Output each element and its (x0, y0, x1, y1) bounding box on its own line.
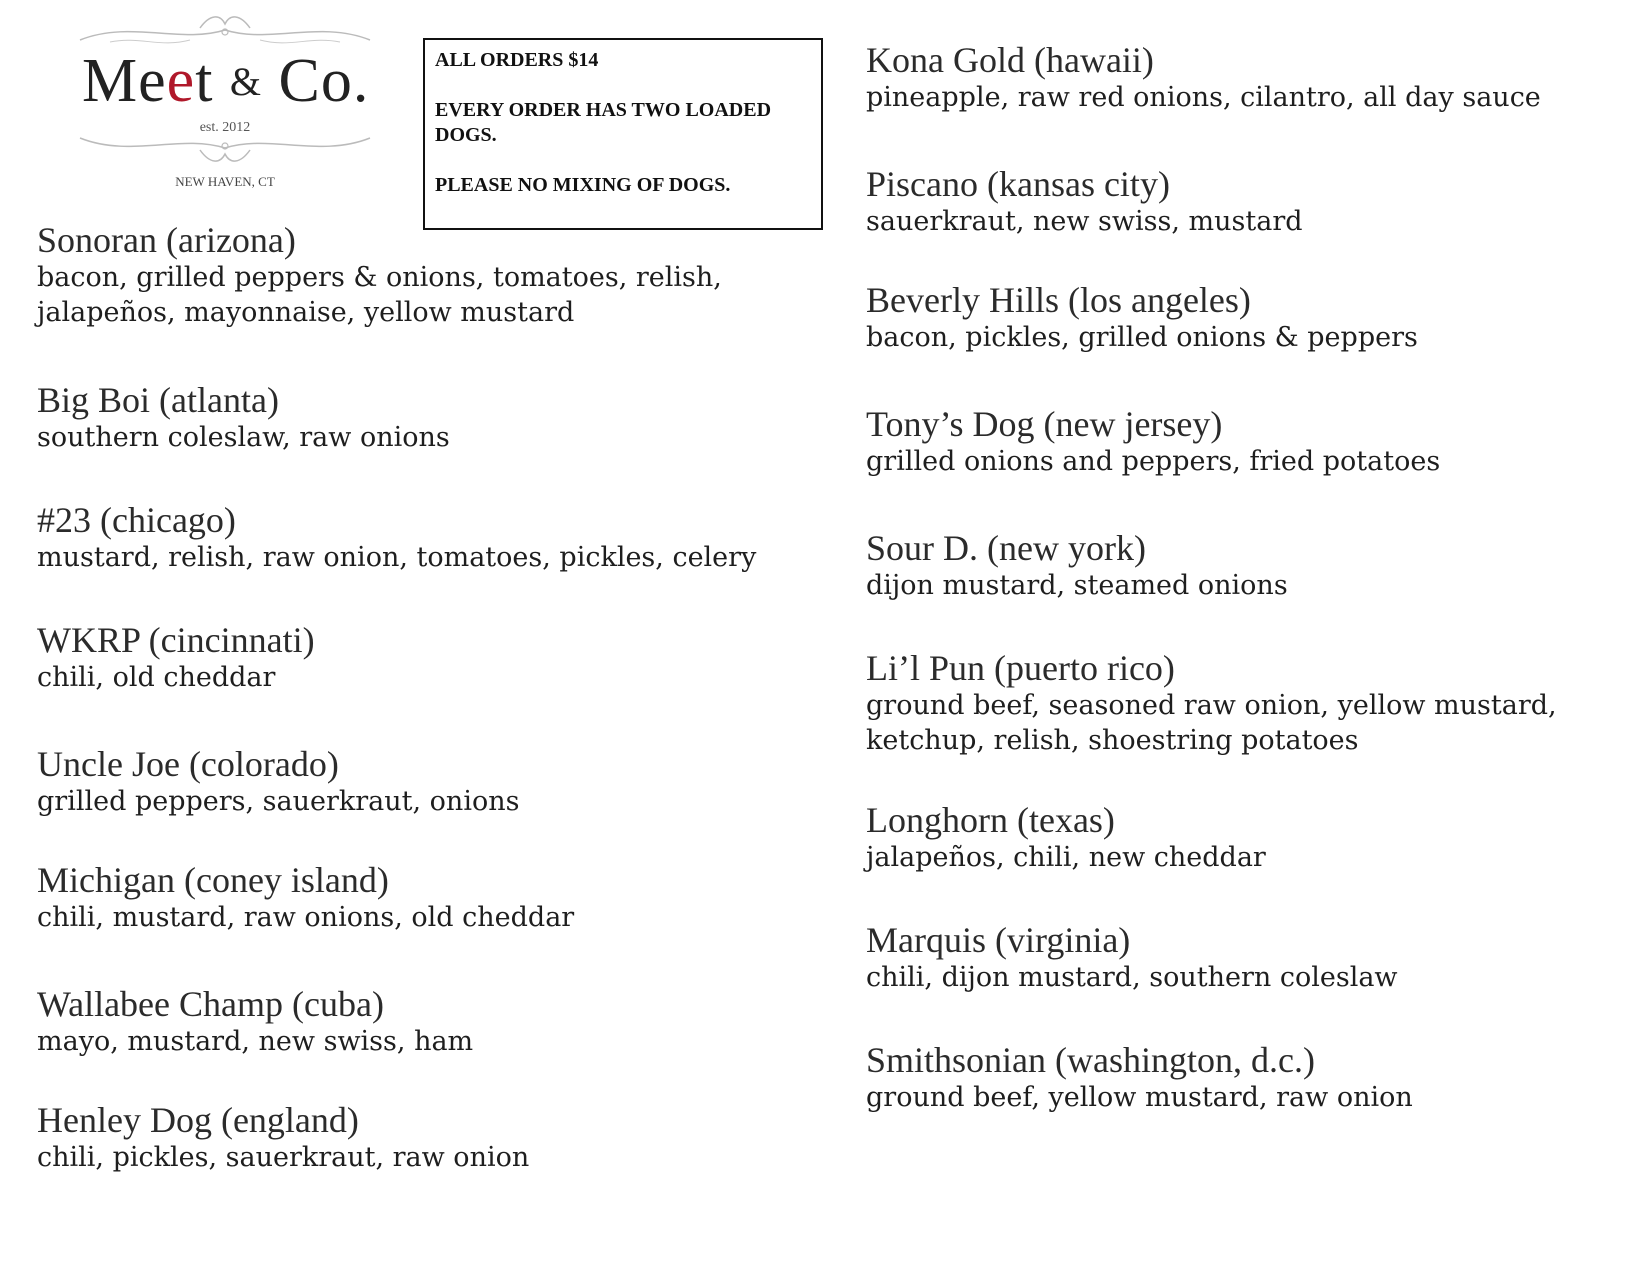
menu-item (37, 500, 817, 575)
bottom-flourish-icon (70, 126, 380, 166)
menu-item-toppings: chili, mustard, raw onions, old cheddar (37, 902, 575, 933)
menu-item-toppings: mustard, relish, raw onion, tomatoes, pickles, celery (37, 542, 757, 573)
menu-item-name: Beverly Hills (los angeles) (866, 280, 1251, 320)
brand-wordmark: Meet & Co. (82, 47, 370, 115)
menu-item-name: Longhorn (texas) (866, 800, 1115, 840)
menu-item-toppings: chili, old cheddar (37, 662, 276, 693)
menu-item (866, 800, 1626, 875)
menu-item-name: Smithsonian (washington, d.c.) (866, 1040, 1315, 1080)
menu-item (866, 1040, 1626, 1115)
menu-item-toppings: grilled peppers, sauerkraut, onions (37, 786, 520, 817)
menu-item-toppings: sauerkraut, new swiss, mustard (866, 206, 1303, 237)
price-notice: ALL ORDERS $14 (435, 49, 599, 71)
menu-item-name: Henley Dog (england) (37, 1100, 359, 1140)
menu-item-name: Marquis (virginia) (866, 920, 1131, 960)
two-dogs-notice: EVERY ORDER HAS TWO LOADED DOGS. (435, 99, 772, 146)
menu-item-name: Wallabee Champ (cuba) (37, 984, 384, 1024)
location: NEW HAVEN, CT (175, 174, 275, 189)
menu-item (866, 40, 1626, 115)
menu-item-toppings: bacon, grilled peppers & onions, tomatoes, relish, jalapeños, mayonnaise, yellow mustard (37, 262, 722, 328)
menu-item-toppings: ground beef, yellow mustard, raw onion (866, 1082, 1413, 1113)
menu-item-toppings: pineapple, raw red onions, cilantro, all day sauce (866, 82, 1541, 113)
menu-item-toppings: southern coleslaw, raw onions (37, 422, 450, 453)
menu-item-toppings: chili, pickles, sauerkraut, raw onion (37, 1142, 530, 1173)
menu-item (37, 380, 817, 455)
menu-item-name: Michigan (coney island) (37, 860, 389, 900)
menu-item-toppings: bacon, pickles, grilled onions & peppers (866, 322, 1418, 353)
menu-item-toppings: chili, dijon mustard, southern coleslaw (866, 962, 1398, 993)
menu-item-name: Kona Gold (hawaii) (866, 40, 1154, 80)
menu-item (37, 220, 817, 330)
menu-item-name: Sonoran (arizona) (37, 220, 296, 260)
menu-item (37, 1100, 817, 1175)
menu-item (866, 404, 1626, 479)
menu-item-toppings: ground beef, seasoned raw onion, yellow mustard, ketchup, relish, shoestring potatoes (866, 690, 1557, 756)
menu-item-name: Sour D. (new york) (866, 528, 1146, 568)
menu-item (37, 860, 817, 935)
menu-item (866, 164, 1626, 239)
menu-item-name: Big Boi (atlanta) (37, 380, 279, 420)
menu-item-name: #23 (chicago) (37, 500, 236, 540)
no-mixing-notice: PLEASE NO MIXING OF DOGS. (435, 174, 731, 196)
menu-item-toppings: mayo, mustard, new swiss, ham (37, 1026, 474, 1057)
menu-item (866, 528, 1626, 603)
menu-item-name: WKRP (cincinnati) (37, 620, 315, 660)
order-notice-box (423, 38, 823, 230)
menu-item-name: Li’l Pun (puerto rico) (866, 648, 1175, 688)
menu-item (866, 280, 1626, 355)
menu-item (37, 620, 817, 695)
menu-item (37, 984, 817, 1059)
logo (70, 8, 380, 188)
top-flourish-icon (70, 10, 380, 50)
menu-item-name: Uncle Joe (colorado) (37, 744, 339, 784)
menu-item (37, 744, 817, 819)
menu-item (866, 920, 1626, 995)
established-year: est. 2012 (199, 120, 251, 135)
menu-item-toppings: jalapeños, chili, new cheddar (866, 842, 1266, 873)
menu-item (866, 648, 1626, 758)
menu-item-toppings: grilled onions and peppers, fried potatoes (866, 446, 1441, 477)
menu-item-toppings: dijon mustard, steamed onions (866, 570, 1288, 601)
menu-item-name: Tony’s Dog (new jersey) (866, 404, 1223, 444)
menu-item-name: Piscano (kansas city) (866, 164, 1170, 204)
